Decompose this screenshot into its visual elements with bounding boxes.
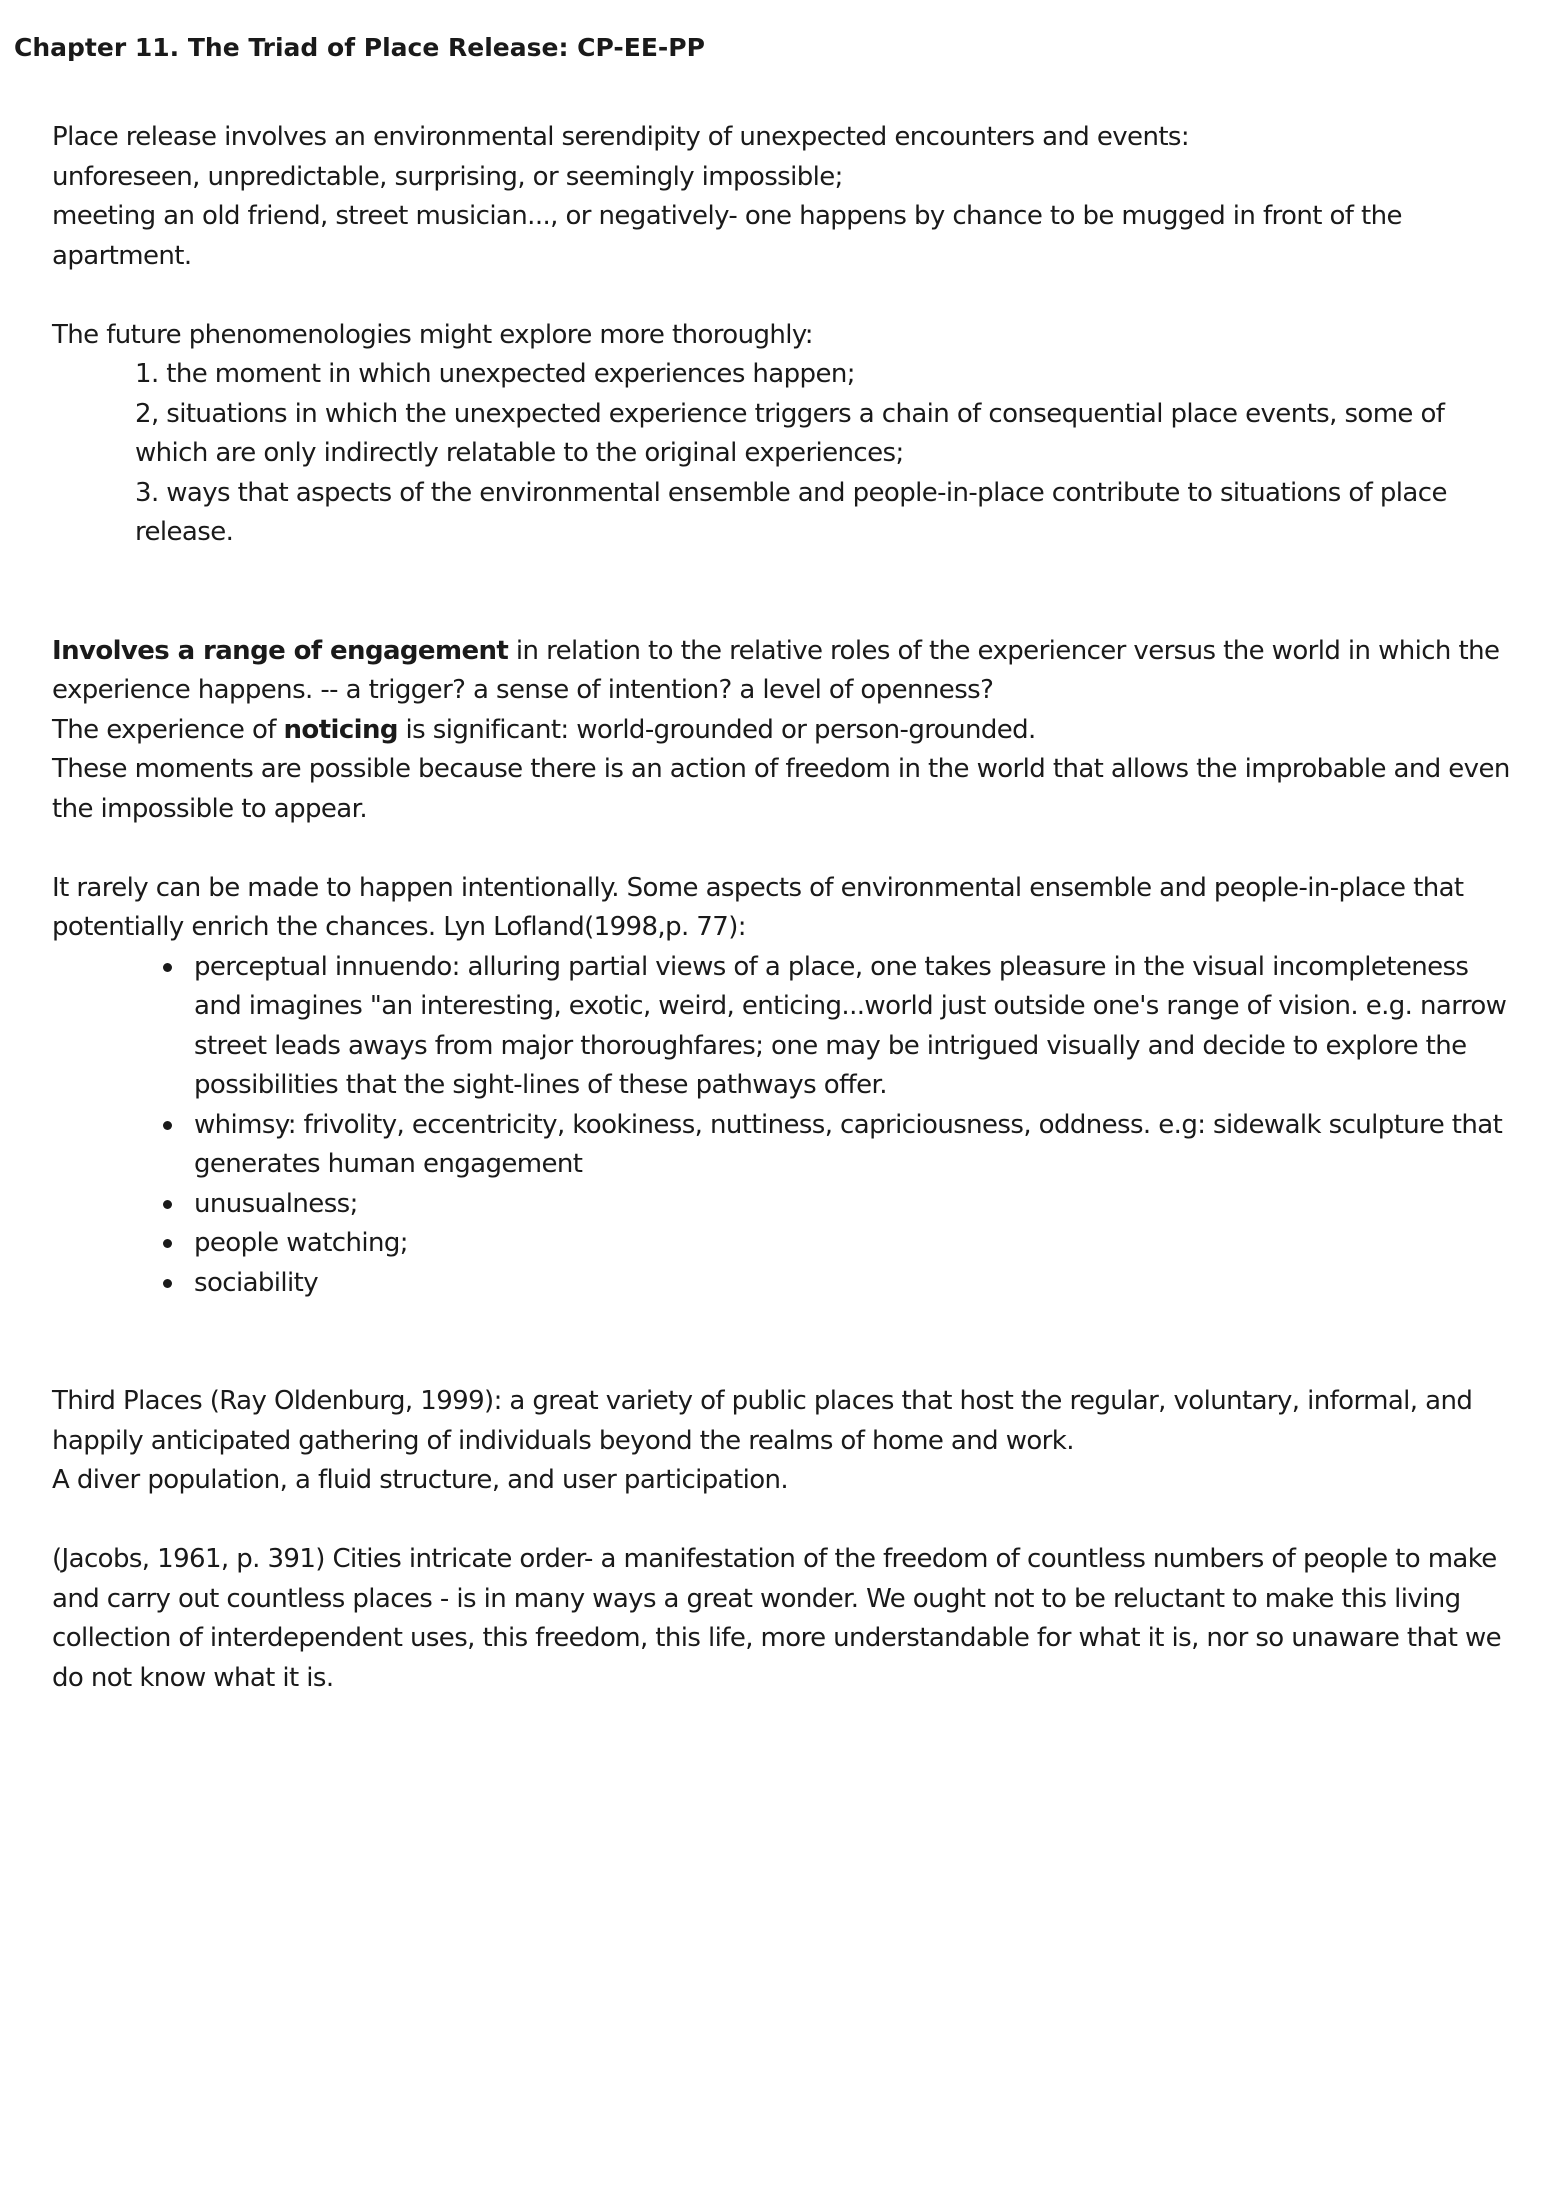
intro-line-2: unforeseen, unpredictable, surprising, or seemingly impossible; (52, 161, 843, 192)
noticing-bold: noticing (283, 714, 398, 745)
spacer (52, 1303, 1512, 1382)
spacer (52, 829, 1512, 869)
bullet-icon (163, 1121, 172, 1130)
intro-line-1: Place release involves an environmental serendipity of unexpected encounters and events: (52, 122, 1190, 152)
bullet-icon (163, 1239, 172, 1248)
future-lead: The future phenomenologies might explore more thoroughly: (52, 319, 813, 350)
freedom-line: These moments are possible because there is an action of freedom in the world that allows the improbable and even the impossible to appear. (52, 754, 1510, 824)
intro-line-3: meeting an old friend, street musician..., or negatively- one happens by chance to be mugged in front of the apartment. (52, 201, 1402, 271)
engagement-bold: Involves a range of engagement (52, 635, 509, 666)
future-item-3: 3. ways that aspects of the environmental ensemble and people-in-place contribute to situations of place release. (135, 477, 1447, 547)
third-places-line-2: A diver population, a fluid structure, and user participation. (52, 1465, 789, 1495)
list-item-text: sociability (194, 1267, 319, 1298)
list-item (52, 948, 1512, 1106)
spacer (52, 1501, 1512, 1541)
spacer (52, 553, 1512, 632)
list-item (52, 1264, 1512, 1304)
chapter-title: Chapter 11. The Triad of Place Release: CP-EE-PP (14, 33, 705, 62)
list-item (52, 1224, 1512, 1264)
engagement-rest: in relation to the relative roles of the experiencer versus the world in which the experience happens. -- a trigger? a sense of intention? a level of openness? (52, 635, 1500, 705)
jacobs-paragraph: (Jacobs, 1961, p. 391) Cities intricate order- a manifestation of the freedom of countless numbers of people to make and carry out countless places - is in many ways a great wonder. We ought not to be reluctant to make this living collection of interdependent uses, this freedom, this life, more understandable for what it is, nor so unaware that we do not know what it is. (52, 1544, 1502, 1693)
lofland-lead: It rarely can be made to happen intentionally. Some aspects of environmental ensemble and people-in-place that potentially enrich the chances. Lyn Lofland(1998,p. 77): (52, 872, 1464, 942)
future-list (52, 355, 1512, 553)
list-item-text: unusualness; (194, 1188, 358, 1219)
list-item (52, 1106, 1512, 1185)
list-item (52, 1185, 1512, 1225)
third-places-line-1: Third Places (Ray Oldenburg, 1999): a great variety of public places that host the regular, voluntary, informal, and happily anticipated gathering of individuals beyond the realms of home and work. (52, 1386, 1473, 1456)
future-item-2: 2, situations in which the unexpected experience triggers a chain of consequential place events, some of which are only indirectly relatable to the original experiences; (135, 398, 1445, 468)
future-item-1: 1. the moment in which unexpected experiences happen; (135, 359, 855, 389)
list-item-text: perceptual innuendo: alluring partial views of a place, one takes pleasure in the visual incompleteness and imagines "an interesting, exotic, weird, enticing...world just outside one's range of vision. e.g. narrow street leads aways from major thoroughfares; one may be intrigued visually and decide to explore the possibilities that the sight-lines of these pathways offer. (194, 951, 1507, 1100)
noticing-post: is significant: world-grounded or person-grounded. (397, 714, 1036, 745)
lofland-list (52, 948, 1512, 1304)
engagement-paragraph (52, 632, 1512, 711)
bullet-icon (163, 1279, 172, 1288)
list-item-text: people watching; (194, 1228, 408, 1258)
bullet-icon (163, 963, 172, 972)
bullet-icon (163, 1200, 172, 1209)
noticing-line (52, 711, 1512, 751)
spacer (52, 276, 1512, 316)
document-body (52, 118, 1512, 1698)
noticing-pre: The experience of (52, 714, 284, 745)
list-item-text: whimsy: frivolity, eccentricity, kookiness, nuttiness, capriciousness, oddness. e.g: sidewalk sculpture that generates human engagement (194, 1109, 1503, 1179)
